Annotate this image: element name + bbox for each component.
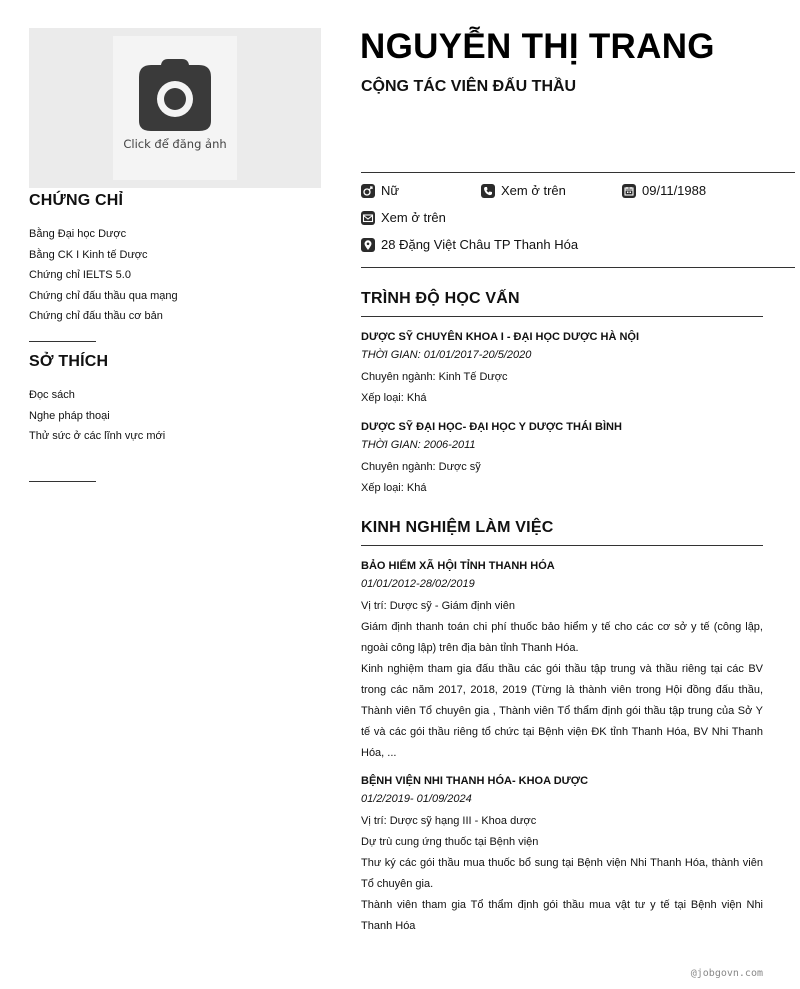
major: Chuyên ngành: Dược sỹ [361,461,481,473]
divider [361,172,795,173]
location-pin-icon [361,238,375,252]
hobbies-section [29,353,321,447]
list-item: Đọc sách [29,389,75,401]
contact-address [361,237,578,252]
experience-entry [361,771,763,937]
birthday-value: 09/11/1988 [642,183,707,198]
phone-icon [481,184,495,198]
camera-icon [137,57,213,133]
photo-placeholder [113,36,237,180]
list-item: Chứng chỉ đấu thầu cơ bản [29,310,163,323]
job-description: Giám định thanh toán chi phí thuốc bảo hiểm y tế cho các cơ sở y tế (công lập, ngoài công lập) trên địa bàn tỉnh Thanh Hóa. [361,620,763,654]
education-entry [361,327,763,408]
hobbies-list [29,385,321,447]
position: Vị trí: Dược sỹ hạng III - Khoa dược [361,815,537,827]
address-value: 28 Đặng Việt Châu TP Thanh Hóa [381,237,579,252]
job-description: Kinh nghiệm tham gia đấu thầu các gói thầu tập trung và thầu riêng tại các BV trong các năm 2017, 2018, 2019 (Từng là thành viên trong Hội đồng đấu thầu, Thành viên Tổ chuyên gia , Thành viên Tổ thẩm định gói thầu tập trung của Sở Y tế và các gói thầu riêng tổ chức tại Bệnh viện ĐK tỉnh Thanh Hóa, BV Nhi Thanh Hóa, ... [361,662,763,759]
divider [361,545,763,546]
education-title: TRÌNH ĐỘ HỌC VẤN [361,290,520,307]
study-time: THỜI GIAN: 01/01/2017-20/5/2020 [361,349,532,361]
job-title: CỘNG TÁC VIÊN ĐẤU THẦU [361,78,577,95]
photo-upload-label: Click để đăng ảnh [123,137,227,151]
rank: Xếp loại: Khá [361,481,427,494]
education-entry [361,417,763,498]
major: Chuyên ngành: Kinh Tế Dược [361,371,508,383]
experience-title: KINH NGHIỆM LÀM VIỆC [361,519,554,536]
list-item: Thử sức ở các lĩnh vực mới [29,430,166,443]
company-name: BỆNH VIỆN NHI THANH HÓA- KHOA DƯỢC [361,775,589,787]
list-item: Nghe pháp thoại [29,409,110,422]
study-time: THỜI GIAN: 2006-2011 [361,439,476,451]
divider [29,341,96,342]
divider [29,481,96,482]
list-item: Bằng Đại học Dược [29,228,127,240]
position: Vị trí: Dược sỹ - Giám định viên [361,600,515,612]
school-name: DƯỢC SỸ ĐẠI HỌC- ĐẠI HỌC Y DƯỢC THÁI BÌNH [361,421,622,433]
rank: Xếp loại: Khá [361,391,427,404]
certificates-section [29,192,321,327]
job-description: Dự trù cung ứng thuốc tại Bệnh viện [361,835,539,848]
envelope-icon [361,211,375,225]
list-item: Bằng CK I Kinh tế Dược [29,248,148,261]
contact-email [361,210,446,225]
hobbies-title: SỞ THÍCH [29,353,109,370]
certificates-list [29,224,321,327]
list-item: Chứng chỉ đấu thầu qua mạng [29,289,178,302]
company-name: BẢO HIỂM XÃ HỘI TỈNH THANH HÓA [361,560,555,572]
candidate-name: NGUYỄN THỊ TRANG [360,27,715,66]
work-time: 01/01/2012-28/02/2019 [361,578,475,590]
job-description: Thành viên tham gia Tổ thẩm định gói thầu mua vật tư y tế tại Bệnh viện Nhi Thanh Hóa [361,898,763,932]
divider [361,316,763,317]
contact-birthday [622,183,706,198]
certificates-title: CHỨNG CHỈ [29,192,124,209]
job-description: Thư ký các gói thầu mua thuốc bổ sung tại Bệnh viện Nhi Thanh Hóa, thành viên Tổ chuyên gia. [361,856,763,890]
phone-value: Xem ở trên [501,183,566,198]
experience-entry [361,556,763,764]
calendar-icon [622,184,636,198]
contact-phone [481,183,566,198]
gender-value: Nữ [381,183,400,198]
divider [361,267,795,268]
contact-gender [361,183,399,198]
school-name: DƯỢC SỸ CHUYÊN KHOA I - ĐẠI HỌC DƯỢC HÀ NỘI [361,331,640,343]
photo-upload[interactable] [29,28,321,188]
work-time: 01/2/2019- 01/09/2024 [361,793,472,805]
list-item: Chứng chỉ IELTS 5.0 [29,269,131,282]
gender-icon [361,184,375,198]
watermark: @jobgovn.com [690,968,763,979]
email-value: Xem ở trên [381,210,446,225]
